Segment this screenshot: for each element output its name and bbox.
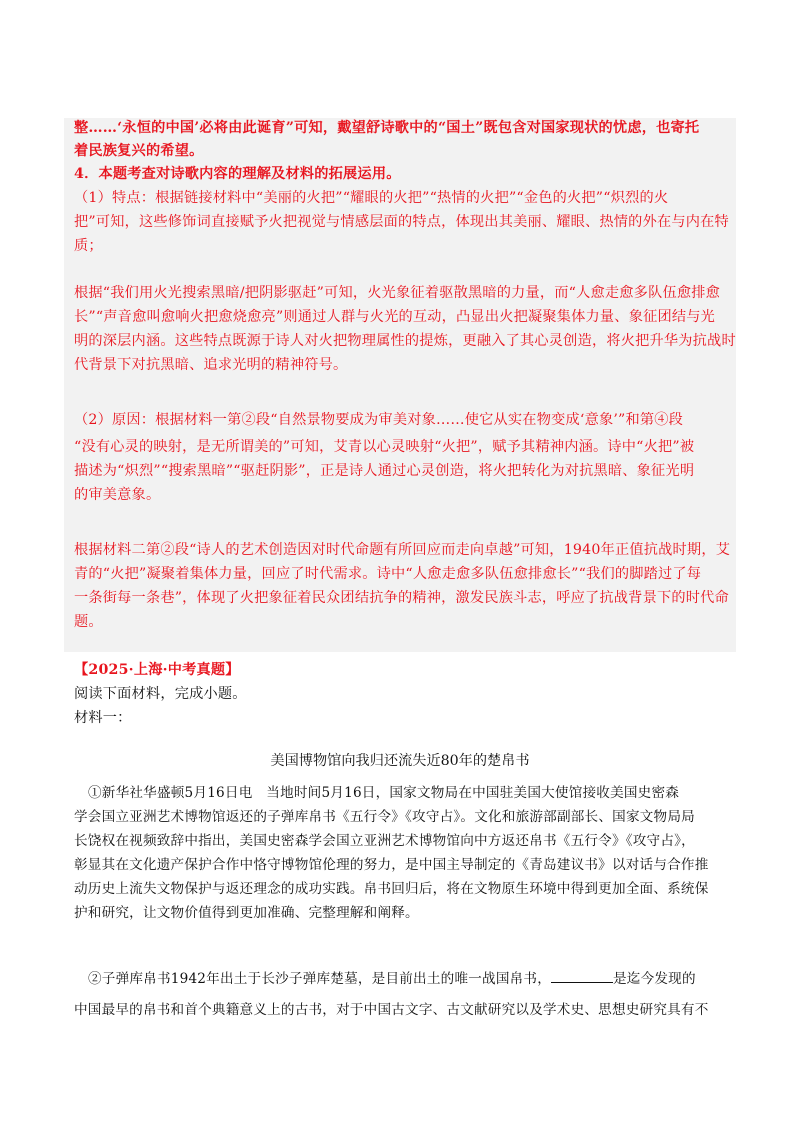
paragraph-line: 动历史上流失文物保护与返还理念的成功实践。帛书回归后，将在文物原生环境中得到更加全面、系统保	[74, 881, 709, 897]
instruction: 阅读下面材料，完成小题。	[74, 686, 247, 702]
paragraph-2-after-blank: 是迄今发现的	[613, 971, 696, 987]
answer-line: 明的深层内涵。这些特点既源于诗人对火把物理属性的提炼，更融入了其心灵创造，将火把升华为抗战时	[74, 333, 736, 349]
answer-line: 把”可知，这些修饰词直接赋予火把视觉与情感层面的特点，体现出其美丽、耀眼、热情的外在与内在特	[74, 214, 729, 230]
answer-line: 代背景下对抗黑暗、追求光明的精神符号。	[74, 357, 348, 373]
answer-line: 根据“我们用火光搜索黑暗/把阴影驱赶”可知，火光象征着驱散黑暗的力量，而“人愈走愈多队伍愈排愈	[74, 285, 721, 301]
answer-line: 题。	[74, 614, 103, 630]
answer-line: 整……‘永恒的中国’必将由此诞育”可知，戴望舒诗歌中的“国土”既包含对国家现状的忧虑，也寄托	[74, 120, 700, 136]
paragraph-line: 长饶权在视频致辞中指出，美国史密森学会国立亚洲艺术博物馆向中方返还帛书《五行令》《攻守占》，	[74, 833, 695, 849]
paragraph-line: 学会国立亚洲艺术博物馆返还的子弹库帛书《五行令》《攻守占》。文化和旅游部副部长、国家文物局局	[74, 809, 695, 825]
source-tag: 【2025·上海·中考真题】	[74, 662, 240, 678]
answer-line: “没有心灵的映射，是无所谓美的”可知，艾青以心灵映射“火把”，赋予其精神内涵。诗中“火把”被	[74, 439, 695, 455]
fill-blank[interactable]	[551, 968, 613, 983]
answer-line: 的审美意象。	[74, 487, 161, 503]
answer-line: 描述为“炽烈”“搜索黑暗”“驱赶阴影”，正是诗人通过心灵创造，将火把转化为对抗黑暗、象征光明	[74, 463, 695, 479]
answer-line: 4．本题考查对诗歌内容的理解及材料的拓展运用。	[74, 166, 401, 182]
paragraph-2-start: ②子弹库帛书1942年出土于长沙子弹库楚墓，是目前出土的唯一战国帛书，	[88, 971, 551, 987]
answer-line: 一条街每一条巷”，体现了火把象征着民众团结抗争的精神，激发民族斗志，呼应了抗战背景下的时代命	[74, 590, 729, 606]
answer-line: 质；	[74, 238, 103, 254]
article-title: 美国博物馆向我归还流失近80年的楚帛书	[270, 753, 530, 769]
paragraph-line: 中国最早的帛书和首个典籍意义上的古书，对于中国古文字、古文献研究以及学术史、思想史研究具有不	[74, 1002, 709, 1018]
paragraph-line: 护和研究，让文物价值得到更加准确、完整理解和阐释。	[74, 905, 419, 921]
answer-line: （2）原因：根据材料一第②段“自然景物要成为审美对象……使它从实在物变成‘意象’”和第④段	[74, 412, 684, 428]
paragraph-line: ①新华社华盛顿5月16日电 当地时间5月16日，国家文物局在中国驻美国大使馆接收美国史密森	[88, 785, 680, 801]
answer-line: 长”“声音愈叫愈响火把愈烧愈亮”则通过人群与火光的互动，凸显出火把凝聚集体力量、象征团结与光	[74, 309, 716, 325]
answer-line: 着民族复兴的希望。	[74, 143, 204, 159]
answer-line: （1）特点：根据链接材料中“美丽的火把”“耀眼的火把”“热情的火把”“金色的火把”“炽烈的火	[74, 190, 669, 206]
answer-line: 根据材料二第②段“诗人的艺术创造因对时代命题有所回应而走向卓越”可知，1940年正值抗战时期，艾	[74, 542, 731, 558]
answer-line: 青的“火把”凝聚着集体力量，回应了时代需求。诗中“人愈走愈多队伍愈排愈长”“我们的脚踏过了每	[74, 566, 702, 582]
material-label: 材料一：	[74, 710, 132, 726]
paragraph-line: 彰显其在文化遗产保护合作中恪守博物馆伦理的努力，是中国主导制定的《青岛建议书》以对话与合作推	[74, 857, 709, 873]
paragraph-2-first-line	[88, 968, 748, 989]
